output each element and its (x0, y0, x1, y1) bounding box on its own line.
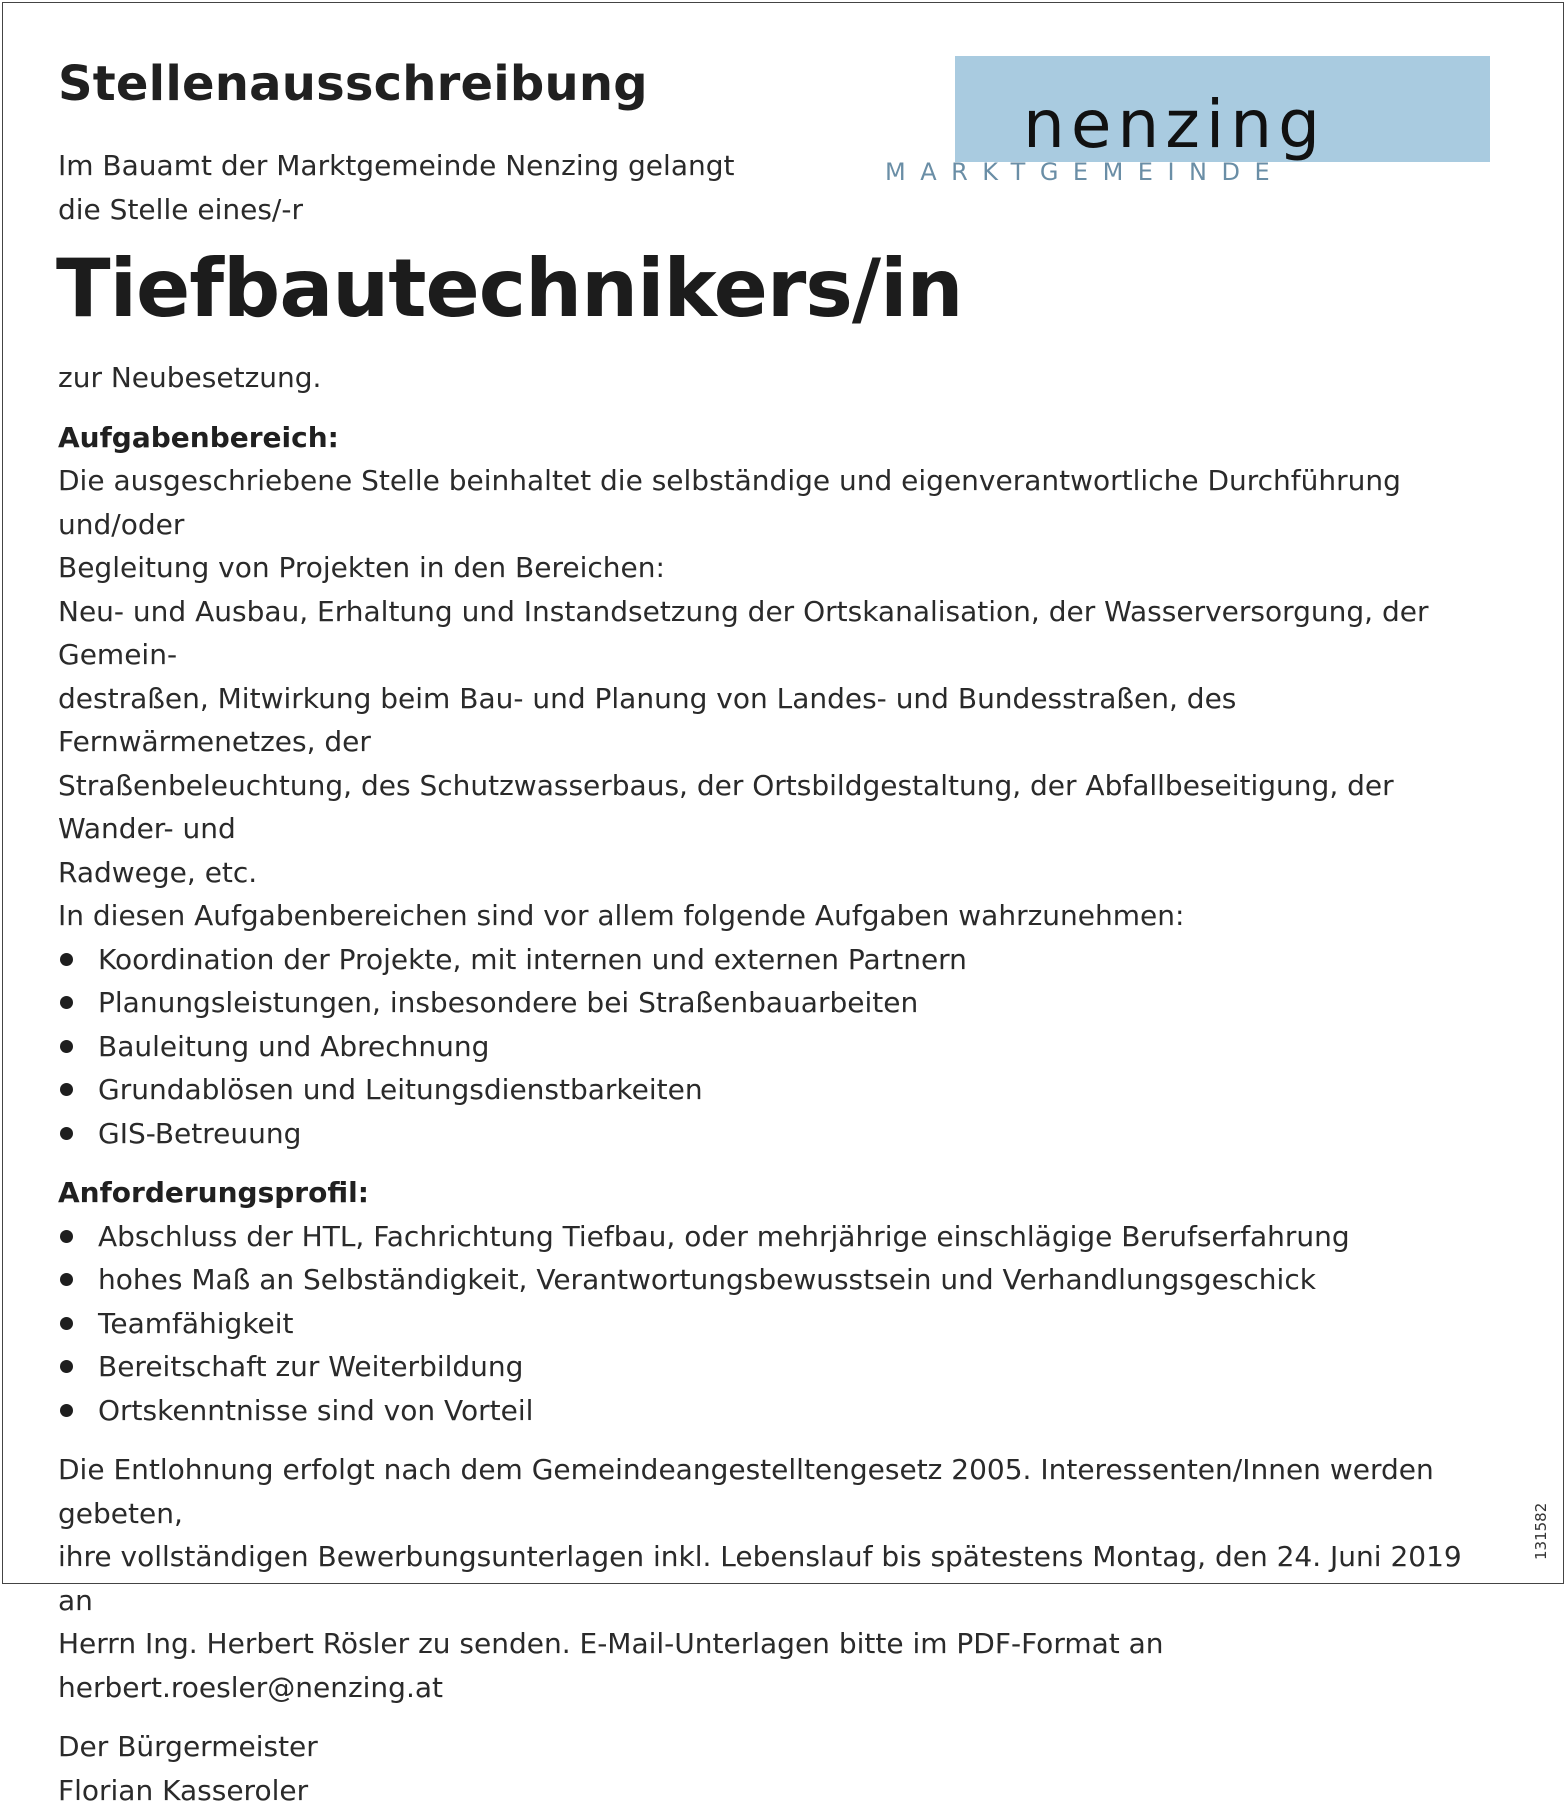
closing-text-line: Die Entlohnung erfolgt nach dem Gemeindeangestelltengesetz 2005. Interessenten/Innen werden gebeten, (58, 1448, 1498, 1535)
bullet-icon (60, 1273, 73, 1286)
list-item (58, 1302, 1498, 1346)
reference-number: 131582 (1532, 1503, 1550, 1560)
bullet-icon (60, 1127, 73, 1140)
job-title: Tiefbautechnikers/in (56, 242, 962, 335)
closing-text-line: ihre vollständigen Bewerbungsunterlagen inkl. Lebenslauf bis spätestens Montag, den 24. Juni 2019 an (58, 1535, 1498, 1622)
list-item-text: Koordination der Projekte, mit internen und externen Partnern (98, 943, 967, 976)
bullet-icon (60, 953, 73, 966)
intro-line: die Stelle eines/-r (58, 188, 734, 232)
document-body (58, 356, 1498, 1812)
list-item-text: Planungsleistungen, insbesondere bei Straßenbauarbeiten (98, 986, 918, 1019)
intro-end: zur Neubesetzung. (58, 356, 1498, 400)
list-item (58, 1112, 1498, 1156)
list-item (58, 1215, 1498, 1259)
tasks-text-line: Die ausgeschriebene Stelle beinhaltet die selbständige und eigenverantwortliche Durchführung und/oder (58, 459, 1498, 546)
bullet-icon (60, 1360, 73, 1373)
bullet-icon (60, 996, 73, 1009)
list-item-text: Grundablösen und Leitungsdienstbarkeiten (98, 1073, 703, 1106)
bullet-icon (60, 1040, 73, 1053)
list-item-text: GIS-Betreuung (98, 1117, 301, 1150)
intro-text (58, 144, 734, 232)
tasks-text-line: Radwege, etc. (58, 851, 1498, 895)
document-kicker: Stellenausschreibung (58, 56, 648, 112)
profile-list (58, 1215, 1498, 1433)
list-item-text: hohes Maß an Selbständigkeit, Verantwortungsbewusstsein und Verhandlungsgeschick (98, 1263, 1316, 1296)
list-item-text: Ortskenntnisse sind von Vorteil (98, 1394, 533, 1427)
bullet-icon (60, 1230, 73, 1243)
list-item (58, 1389, 1498, 1433)
closing-text-line: Herrn Ing. Herbert Rösler zu senden. E-Mail-Unterlagen bitte im PDF-Format an herbert.roesler@nenzing.at (58, 1622, 1498, 1709)
tasks-text-line: Neu- und Ausbau, Erhaltung und Instandsetzung der Ortskanalisation, der Wasserversorgung, der Gemein- (58, 590, 1498, 677)
tasks-text-line: Begleitung von Projekten in den Bereichen: (58, 546, 1498, 590)
bullet-icon (60, 1083, 73, 1096)
list-item-text: Abschluss der HTL, Fachrichtung Tiefbau, oder mehrjährige einschlägige Berufserfahrung (98, 1220, 1350, 1253)
signature-role: Der Bürgermeister (58, 1725, 1498, 1769)
list-item (58, 1025, 1498, 1069)
tasks-text-line: In diesen Aufgabenbereichen sind vor allem folgende Aufgaben wahrzunehmen: (58, 894, 1498, 938)
tasks-text-line: Straßenbeleuchtung, des Schutzwasserbaus, der Ortsbildgestaltung, der Abfallbeseitigung, der Wander- und (58, 764, 1498, 851)
nenzing-logo (880, 56, 1490, 196)
list-item-text: Bauleitung und Abrechnung (98, 1030, 489, 1063)
logo-subtitle: MARKTGEMEINDE (885, 160, 1284, 184)
bullet-icon (60, 1317, 73, 1330)
list-item-text: Teamfähigkeit (98, 1307, 294, 1340)
list-item (58, 1068, 1498, 1112)
intro-line: Im Bauamt der Marktgemeinde Nenzing gelangt (58, 144, 734, 188)
tasks-text-line: destraßen, Mitwirkung beim Bau- und Planung von Landes- und Bundesstraßen, des Fernwärmenetzes, der (58, 677, 1498, 764)
profile-heading: Anforderungsprofil: (58, 1171, 1498, 1215)
list-item (58, 981, 1498, 1025)
list-item (58, 1345, 1498, 1389)
list-item-text: Bereitschaft zur Weiterbildung (98, 1350, 523, 1383)
list-item (58, 938, 1498, 982)
tasks-list (58, 938, 1498, 1156)
logo-wordmark: nenzing (1023, 92, 1326, 158)
tasks-heading: Aufgabenbereich: (58, 416, 1498, 460)
signature-name: Florian Kasseroler (58, 1769, 1498, 1812)
bullet-icon (60, 1404, 73, 1417)
list-item (58, 1258, 1498, 1302)
